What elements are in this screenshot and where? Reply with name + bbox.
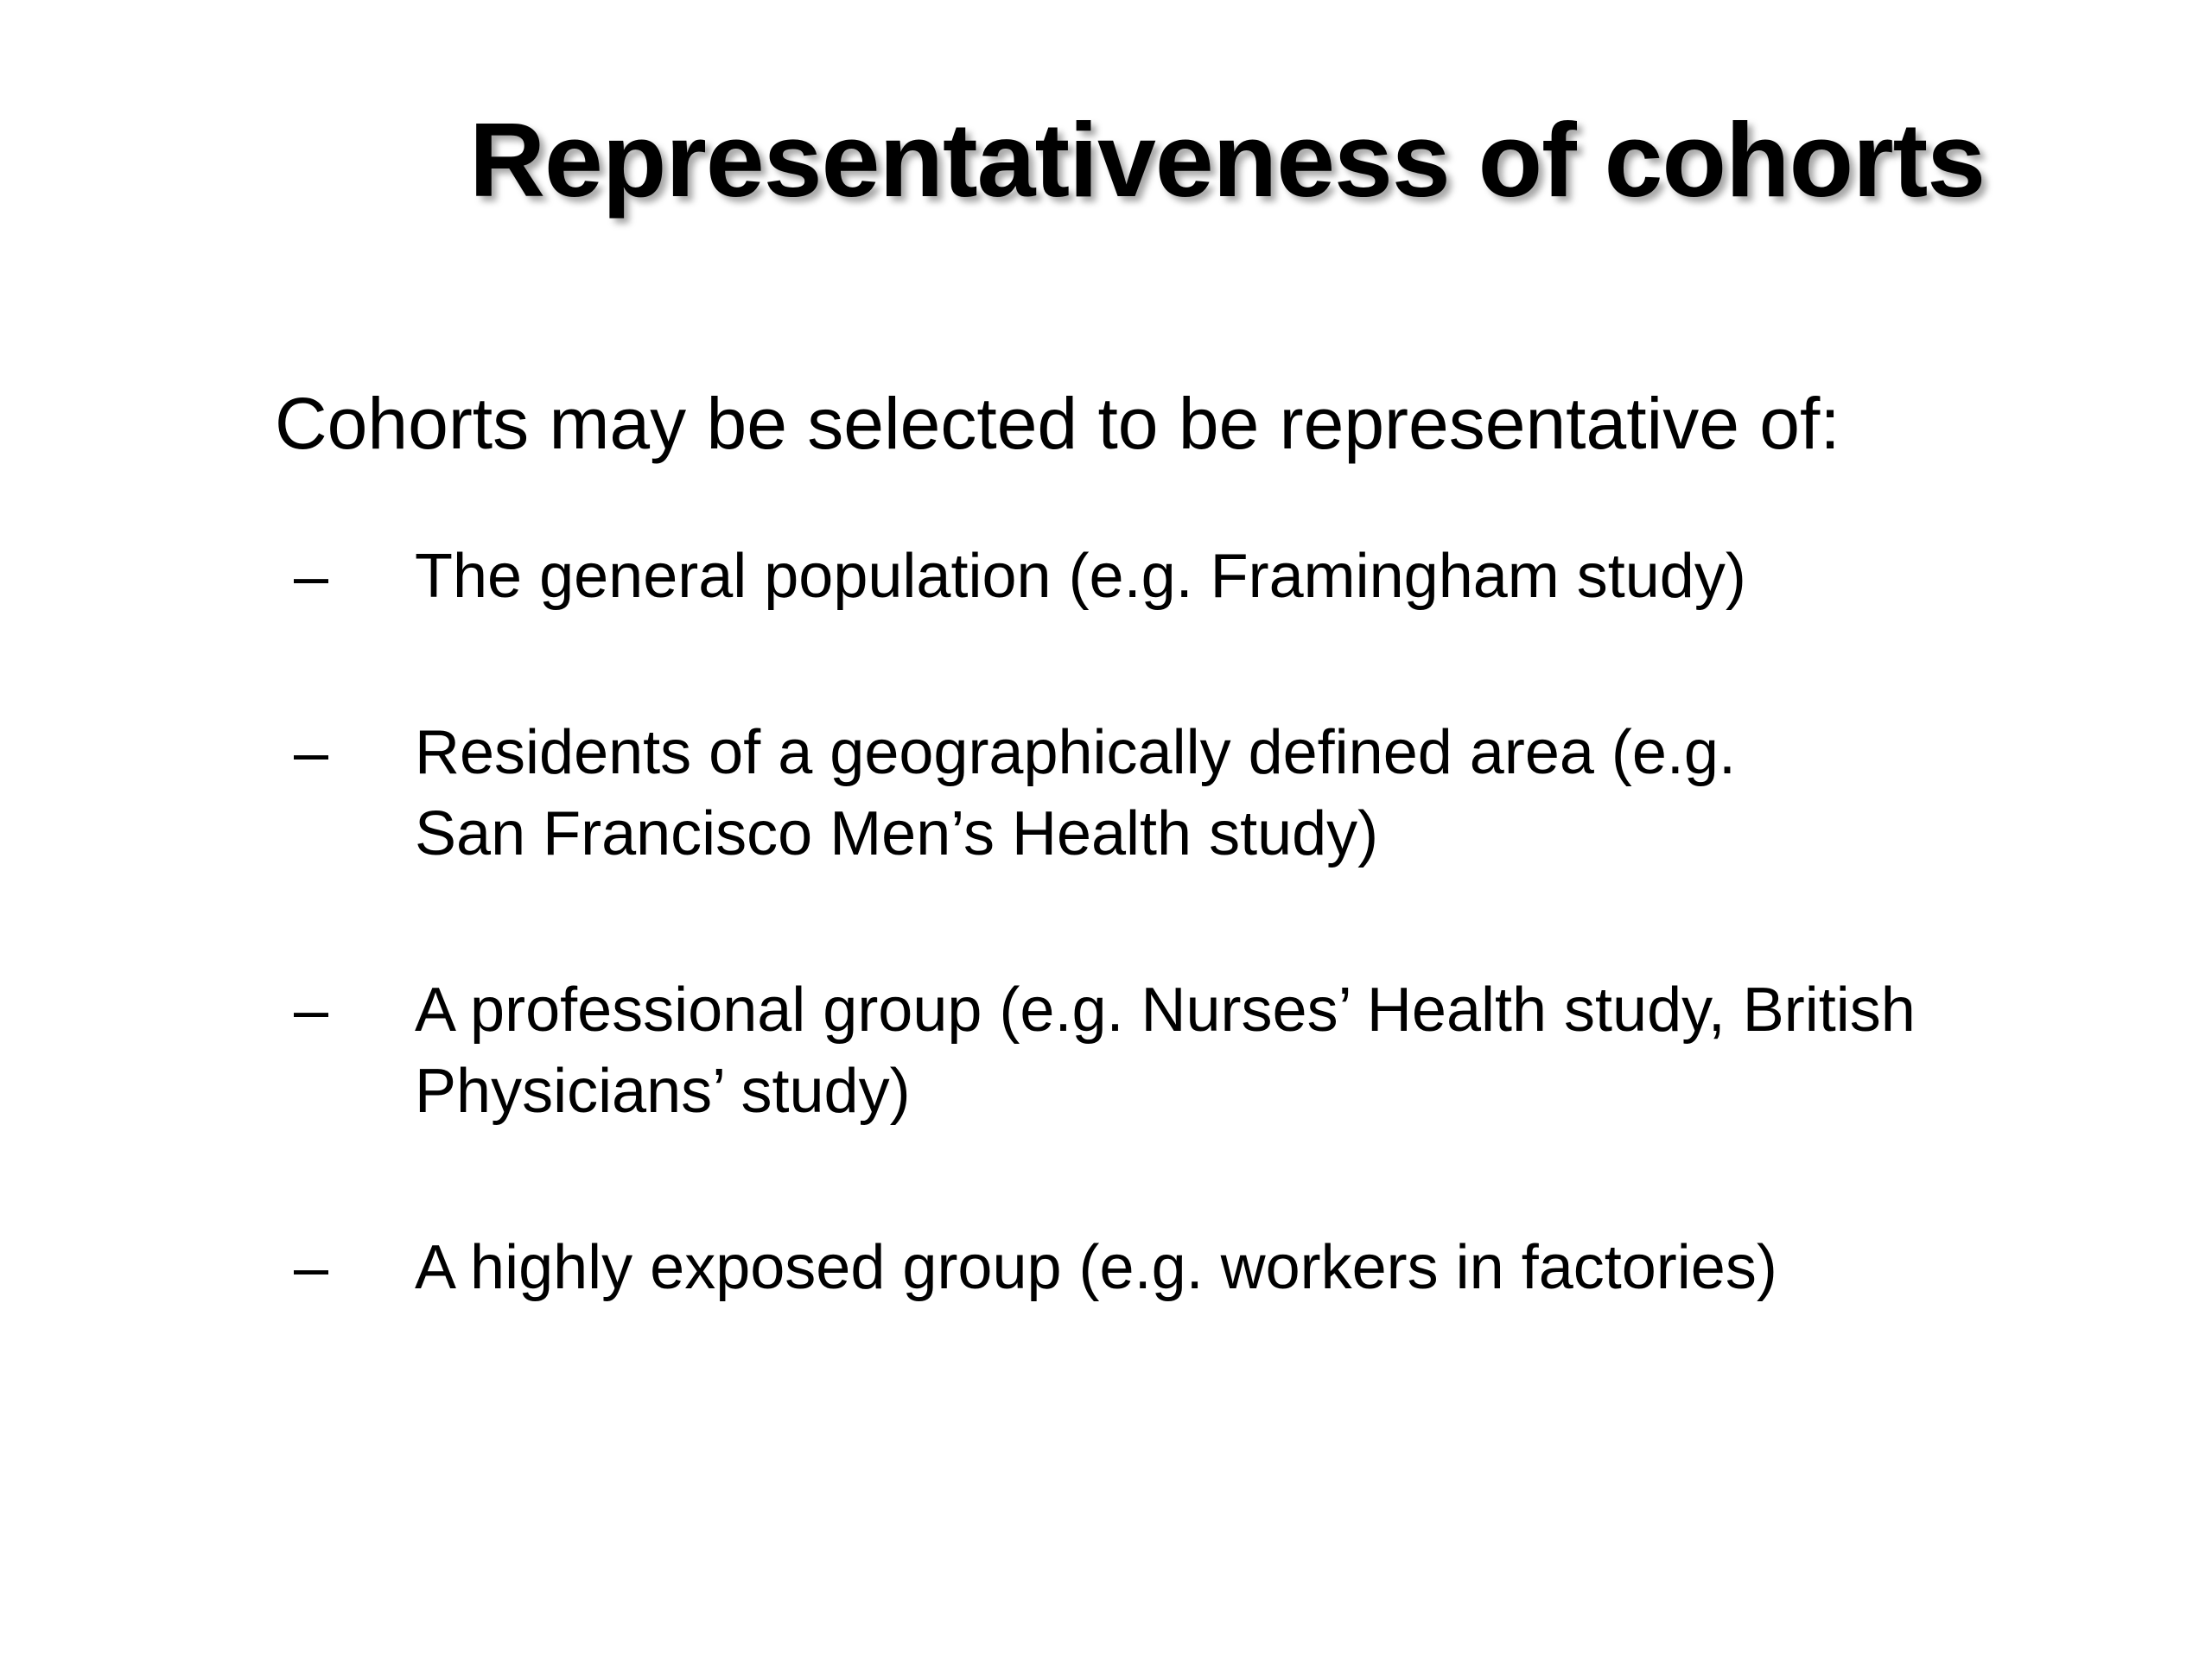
list-item <box>294 1227 2152 1308</box>
list-item-text: The general population (e.g. Framingham study) <box>415 542 1746 611</box>
list-item <box>294 712 2152 874</box>
list-item-text: A highly exposed group (e.g. workers in factories) <box>415 1233 1777 1302</box>
list-item-text: Physicians’ study) <box>415 1057 911 1126</box>
dash-bullet-icon: – <box>294 718 329 787</box>
dash-bullet-icon: – <box>294 1233 329 1302</box>
bullet-list <box>294 536 2152 1308</box>
list-item-text: Residents of a geographically defined area (e.g. <box>415 718 1736 787</box>
dash-bullet-icon: – <box>294 976 329 1045</box>
list-item <box>294 969 2152 1132</box>
list-item <box>294 536 2152 617</box>
dash-bullet-icon: – <box>294 542 329 611</box>
list-item-text: San Francisco Men’s Health study) <box>415 799 1379 868</box>
list-item-text: A professional group (e.g. Nurses’ Health study, British <box>415 976 1916 1045</box>
intro-text: Cohorts may be selected to be representative of: <box>275 383 1840 464</box>
slide-title: Representativeness of cohorts <box>468 101 1986 219</box>
